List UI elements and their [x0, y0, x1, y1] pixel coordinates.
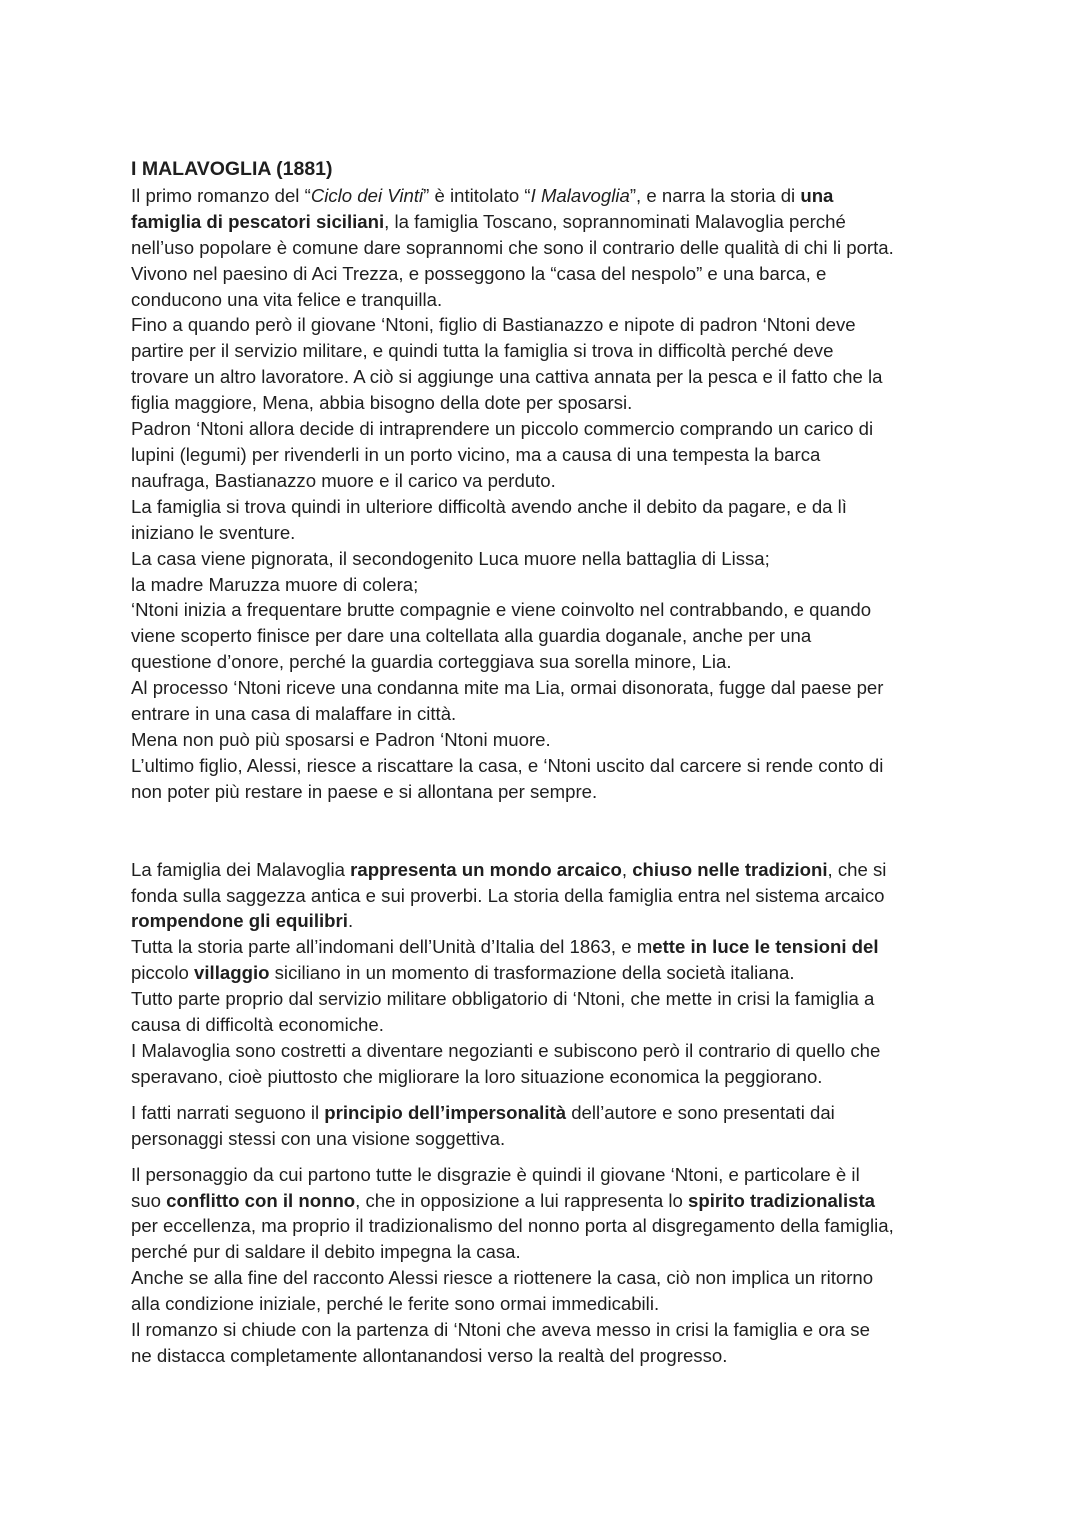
text-line: Vivono nel paesino di Aci Trezza, e posseggono la “casa del nespolo” e una barca, e [131, 262, 827, 284]
text-line: perché pur di saldare il debito impegna la casa. [131, 1241, 521, 1263]
text-line: per eccellenza, ma proprio il tradizionalismo del nonno porta al disgregamento della famiglia, [131, 1215, 894, 1237]
document-page [131, 157, 961, 1369]
text-line: Tutto parte proprio dal servizio militare obbligatorio di ‘Ntoni, che mette in crisi la famiglia a [131, 988, 875, 1010]
text-line: personaggi stessi con una visione soggettiva. [131, 1127, 506, 1149]
text-line: partire per il servizio militare, e quindi tutta la famiglia si trova in difficoltà perché deve [131, 340, 834, 362]
text-line: speravano, cioè piuttosto che migliorare la loro situazione economica la peggiorano. [131, 1065, 823, 1087]
text-line: questione d’onore, perché la guardia corteggiava sua sorella minore, Lia. [131, 651, 732, 673]
text-line: Il personaggio da cui partono tutte le disgrazie è quindi il giovane ‘Ntoni, e particolare è il [131, 1163, 860, 1185]
text-line: lupini (legumi) per rivenderli in un porto vicino, ma a causa di una tempesta la barca [131, 443, 821, 465]
text-line: La casa viene pignorata, il secondogenito Luca muore nella battaglia di Lissa; [131, 547, 770, 569]
section-spacer [131, 805, 961, 857]
text-line: fonda sulla saggezza antica e sui proverbi. La storia della famiglia entra nel sistema arcaico [131, 884, 885, 906]
text-line: Al processo ‘Ntoni riceve una condanna mite ma Lia, ormai disonorata, fugge dal paese per [131, 677, 884, 699]
section-analysis [131, 857, 961, 1090]
paragraph-spacer [131, 1090, 961, 1100]
section-characters [131, 1162, 961, 1369]
text-line: viene scoperto finisce per dare una coltellata alla guardia doganale, anche per una [131, 625, 812, 647]
text-line: Padron ‘Ntoni allora decide di intraprendere un piccolo commercio comprando un carico di [131, 418, 874, 440]
text-line: I fatti narrati seguono il principio dell’impersonalità dell’autore e sono presentati dai [131, 1101, 835, 1123]
text-line: iniziano le sventure. [131, 521, 296, 543]
text-line: L’ultimo figlio, Alessi, riesce a riscattare la casa, e ‘Ntoni uscito dal carcere si rende conto di [131, 754, 884, 776]
text-line: naufraga, Bastianazzo muore e il carico va perduto. [131, 469, 556, 491]
text-line: Tutta la storia parte all’indomani dell’Unità d’Italia del 1863, e mette in luce le tensioni del [131, 936, 879, 958]
text-line: ne distacca completamente allontanandosi verso la realtà del progresso. [131, 1344, 728, 1366]
text-line: alla condizione iniziale, perché le ferite sono ormai immedicabili. [131, 1293, 660, 1315]
text-line: trovare un altro lavoratore. A ciò si aggiunge una cattiva annata per la pesca e il fatto che la [131, 366, 883, 388]
text-line: ‘Ntoni inizia a frequentare brutte compagnie e viene coinvolto nel contrabbando, e quando [131, 599, 872, 621]
text-line: nell’uso popolare è comune dare soprannomi che sono il contrario delle qualità di chi li porta. [131, 236, 894, 258]
text-line: famiglia di pescatori siciliani, la famiglia Toscano, soprannominati Malavoglia perché [131, 210, 846, 232]
text-line: conducono una vita felice e tranquilla. [131, 288, 443, 310]
text-line: la madre Maruzza muore di colera; [131, 573, 419, 595]
section-impersonality [131, 1100, 961, 1152]
text-line: suo conflitto con il nonno, che in opposizione a lui rappresenta lo spirito tradizionalista [131, 1189, 875, 1211]
text-line: La famiglia dei Malavoglia rappresenta un mondo arcaico, chiuso nelle tradizioni, che si [131, 858, 887, 880]
text-line: La famiglia si trova quindi in ulteriore difficoltà avendo anche il debito da pagare, e da lì [131, 495, 847, 517]
text-line: Mena non può più sposarsi e Padron ‘Ntoni muore. [131, 728, 551, 750]
text-line: non poter più restare in paese e si allontana per sempre. [131, 780, 598, 802]
text-line: piccolo villaggio siciliano in un momento di trasformazione della società italiana. [131, 962, 795, 984]
text-line: rompendone gli equilibri. [131, 910, 354, 932]
text-line: figlia maggiore, Mena, abbia bisogno della dote per sposarsi. [131, 392, 633, 414]
document-title: I MALAVOGLIA (1881) [131, 158, 333, 180]
text-line: Il romanzo si chiude con la partenza di ‘Ntoni che aveva messo in crisi la famiglia e ora se [131, 1319, 870, 1341]
text-line: Il primo romanzo del “Ciclo dei Vinti” è intitolato “I Malavoglia”, e narra la storia di una [131, 184, 834, 206]
text-line: Fino a quando però il giovane ‘Ntoni, figlio di Bastianazzo e nipote di padron ‘Ntoni deve [131, 314, 856, 336]
section-plot [131, 183, 961, 805]
paragraph-spacer [131, 1152, 961, 1162]
text-line: Anche se alla fine del racconto Alessi riesce a riottenere la casa, ciò non implica un ritorno [131, 1267, 874, 1289]
text-line: I Malavoglia sono costretti a diventare negozianti e subiscono però il contrario di quello che [131, 1040, 881, 1061]
text-line: causa di difficoltà economiche. [131, 1014, 384, 1036]
text-line: entrare in una casa di malaffare in città. [131, 703, 457, 725]
